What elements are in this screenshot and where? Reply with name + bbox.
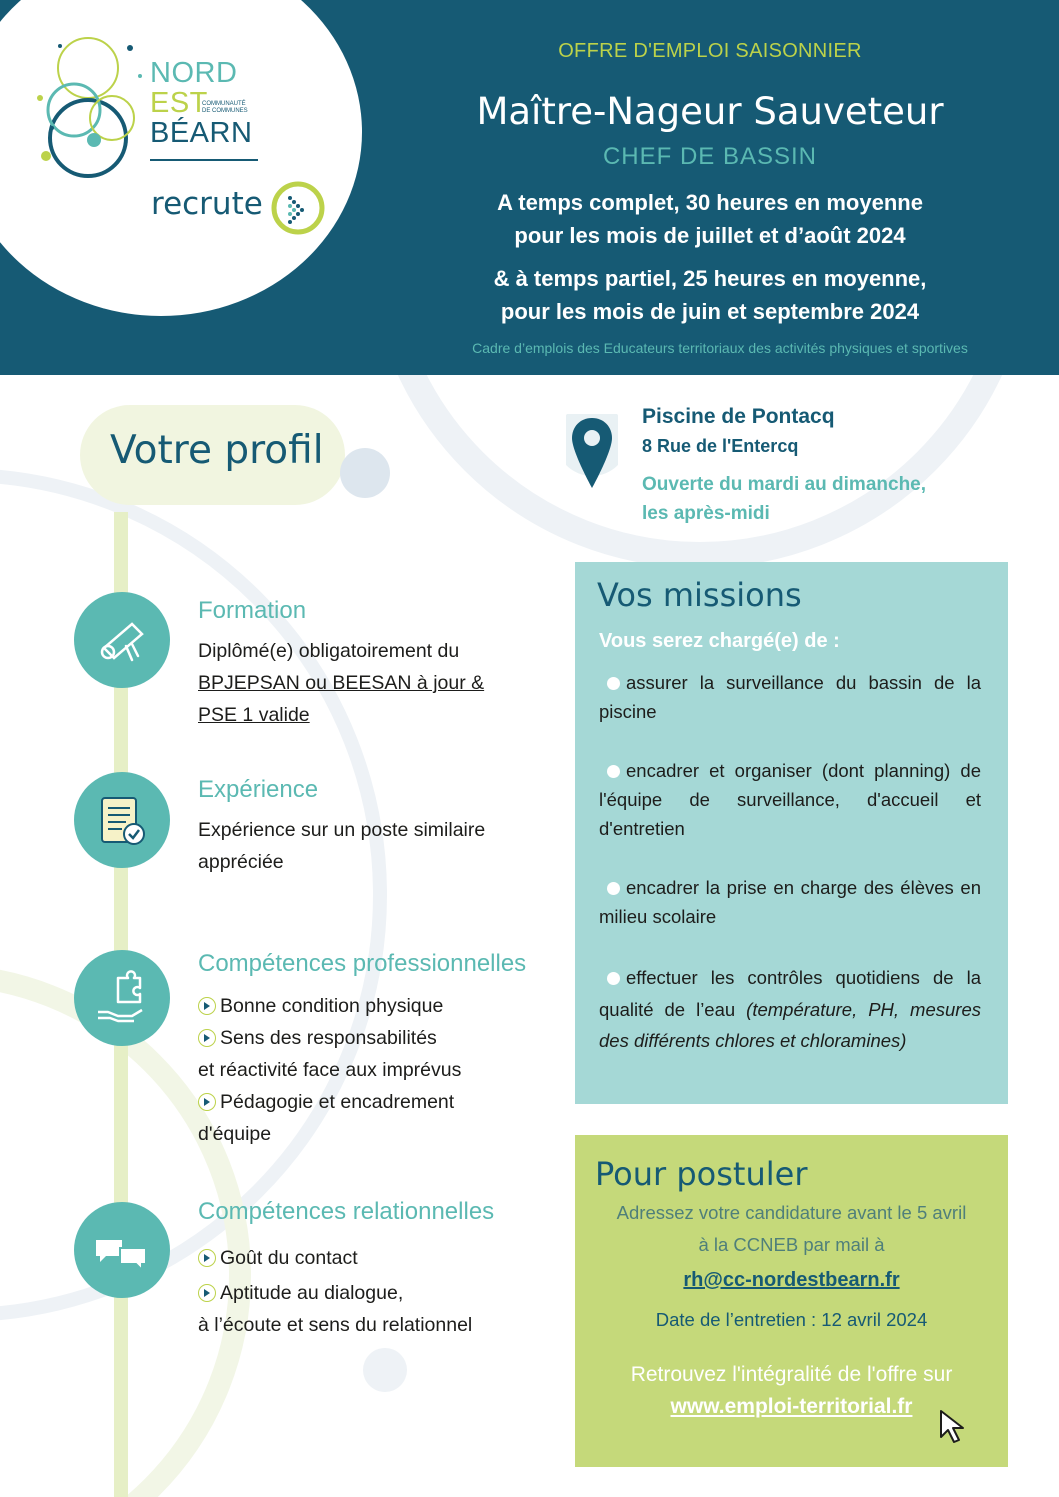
- chat-bubbles-icon: [92, 1220, 152, 1280]
- formation-title: Formation: [198, 597, 307, 624]
- puzzle-hand-icon: [92, 968, 152, 1028]
- schedule-part-time-2: pour les mois de juin et septembre 2024: [500, 299, 920, 324]
- competences-pro-icon-circle: [74, 950, 170, 1046]
- competences-rel-list: [198, 1242, 472, 1341]
- mission-item-2: [599, 756, 981, 843]
- competences-pro-list: [198, 990, 461, 1150]
- profil-title: Votre profil: [110, 428, 324, 473]
- competences-rel-item-2: [198, 1277, 472, 1309]
- logo-circles-icon: [30, 28, 170, 178]
- formation-line-3: [198, 699, 484, 731]
- apply-line-2: à la CCNEB par mail à: [698, 1234, 885, 1255]
- mission-item-4-text: effectuer les contrôles quotidiens de la qualité de l’eau: [599, 967, 981, 1020]
- competences-pro-item-2-cont: et réactivité face aux imprévus: [198, 1059, 462, 1081]
- mission-item-1-text: assurer la surveillance du bassin de la piscine: [599, 672, 981, 722]
- apply-title: Pour postuler: [595, 1155, 808, 1193]
- arrow-bullet-icon: [198, 1249, 216, 1267]
- logo-sub-1: COMMUNAUTÉ: [202, 101, 246, 107]
- arrow-bullet-icon: [198, 1029, 216, 1047]
- logo-nord: NORD: [150, 57, 238, 89]
- competences-rel-item-2-cont: à l’écoute et sens du relationnel: [198, 1314, 473, 1336]
- bullet-dot-icon: [607, 882, 620, 895]
- location-opening-2: les après-midi: [642, 503, 770, 524]
- bullet-dot-icon: [607, 765, 620, 778]
- competences-pro-title: Compétences professionnelles: [198, 950, 527, 977]
- competences-rel-item-2-text: Aptitude au dialogue,: [220, 1282, 404, 1304]
- formation-diplomas: BPJEPSAN ou BEESAN à jour &: [198, 672, 485, 694]
- mission-item-2-text: encadrer et organiser (dont planning) de l'équipe de surveillance, d'accueil et d'entretien: [599, 760, 981, 839]
- competences-pro-item-2: [198, 1022, 461, 1054]
- map-pin-icon: [566, 414, 618, 494]
- mission-item-4: [599, 962, 981, 1057]
- mission-item-3-text: encadrer la prise en charge des élèves en milieu scolaire: [599, 877, 981, 927]
- experience-text: [198, 814, 485, 878]
- formation-line-1: Diplômé(e) obligatoirement du: [198, 640, 460, 662]
- arrow-bullet-icon: [198, 997, 216, 1015]
- competences-rel-icon-circle: [74, 1202, 170, 1298]
- competences-pro-item-3: [198, 1086, 461, 1118]
- mission-item-4-detail: (température, PH, mesures des différents chlores et chloramines): [599, 998, 981, 1051]
- competences-pro-item-1-text: Bonne condition physique: [220, 995, 444, 1017]
- competences-rel-item-1-text: Goût du contact: [220, 1247, 358, 1269]
- logo-subtitle: [202, 101, 248, 115]
- logo-sub-2: DE COMMUNES: [202, 108, 248, 114]
- interview-date: Date de l’entretien : 12 avril 2024: [655, 1309, 928, 1330]
- mission-item-1: [599, 668, 981, 726]
- logo-est: EST: [150, 87, 208, 119]
- mouse-cursor-icon: [937, 1407, 973, 1445]
- experience-line-2: appréciée: [198, 851, 284, 873]
- apply-email-link[interactable]: rh@cc-nordestbearn.fr: [683, 1269, 900, 1291]
- logo-underline: [150, 159, 258, 161]
- checklist-icon: [92, 790, 152, 850]
- job-framework: Cadre d’emplois des Educateurs territoriaux des activités physiques et sportives: [472, 340, 968, 356]
- website-link[interactable]: www.emploi-territorial.fr: [670, 1395, 913, 1418]
- formation-icon-circle: [74, 592, 170, 688]
- diploma-icon: [92, 610, 152, 670]
- arrow-bullet-icon: [198, 1284, 216, 1302]
- competences-pro-item-2-text: Sens des responsabilités: [220, 1027, 437, 1049]
- header-banner: [0, 0, 1059, 375]
- competences-pro-item-3-cont: d'équipe: [198, 1123, 272, 1145]
- arrow-bullet-icon: [198, 1093, 216, 1111]
- competences-pro-item-1: [198, 990, 461, 1022]
- recrute-label: recrute: [151, 186, 263, 222]
- offer-type: OFFRE D'EMPLOI SAISONNIER: [558, 40, 862, 62]
- logo-bearn: BÉARN: [150, 117, 253, 149]
- schedule-full-time-1: A temps complet, 30 heures en moyenne: [497, 190, 923, 215]
- competences-pro-item-3-text: Pédagogie et encadrement: [220, 1091, 455, 1113]
- profil-decor-dot: [340, 448, 390, 498]
- apply-line-1: Adressez votre candidature avant le 5 avril: [616, 1202, 967, 1223]
- job-subtitle: CHEF DE BASSIN: [602, 143, 818, 170]
- location-name: Piscine de Pontacq: [642, 405, 835, 428]
- location-address: 8 Rue de l'Entercq: [642, 436, 799, 456]
- location-opening-1: Ouverte du mardi au dimanche,: [642, 474, 927, 495]
- schedule-full-time-2: pour les mois de juillet et d’août 2024: [514, 223, 906, 248]
- bullet-dot-icon: [607, 677, 620, 690]
- experience-line-1: Expérience sur un poste similaire: [198, 819, 486, 841]
- missions-panel: [575, 562, 1008, 1104]
- missions-subtitle: Vous serez chargé(e) de :: [599, 630, 840, 652]
- missions-title: Vos missions: [597, 576, 802, 614]
- experience-icon-circle: [74, 772, 170, 868]
- formation-text: [198, 635, 484, 731]
- apply-instructions: [575, 1197, 1008, 1261]
- job-title: Maître-Nageur Sauveteur: [476, 90, 944, 133]
- formation-pse: PSE 1 valide: [198, 704, 310, 726]
- apply-panel: [575, 1135, 1008, 1467]
- arrow-circle-icon: [270, 180, 326, 236]
- competences-rel-title: Compétences relationnelles: [198, 1198, 495, 1225]
- bullet-dot-icon: [607, 972, 620, 985]
- full-offer-label: Retrouvez l'intégralité de l'offre sur: [630, 1363, 953, 1386]
- location-opening: [642, 470, 926, 528]
- formation-line-2: [198, 667, 484, 699]
- mission-item-3: [599, 873, 981, 931]
- experience-title: Expérience: [198, 776, 319, 803]
- schedule-part-time-1: & à temps partiel, 25 heures en moyenne,: [493, 266, 927, 291]
- competences-rel-item-1: [198, 1242, 472, 1274]
